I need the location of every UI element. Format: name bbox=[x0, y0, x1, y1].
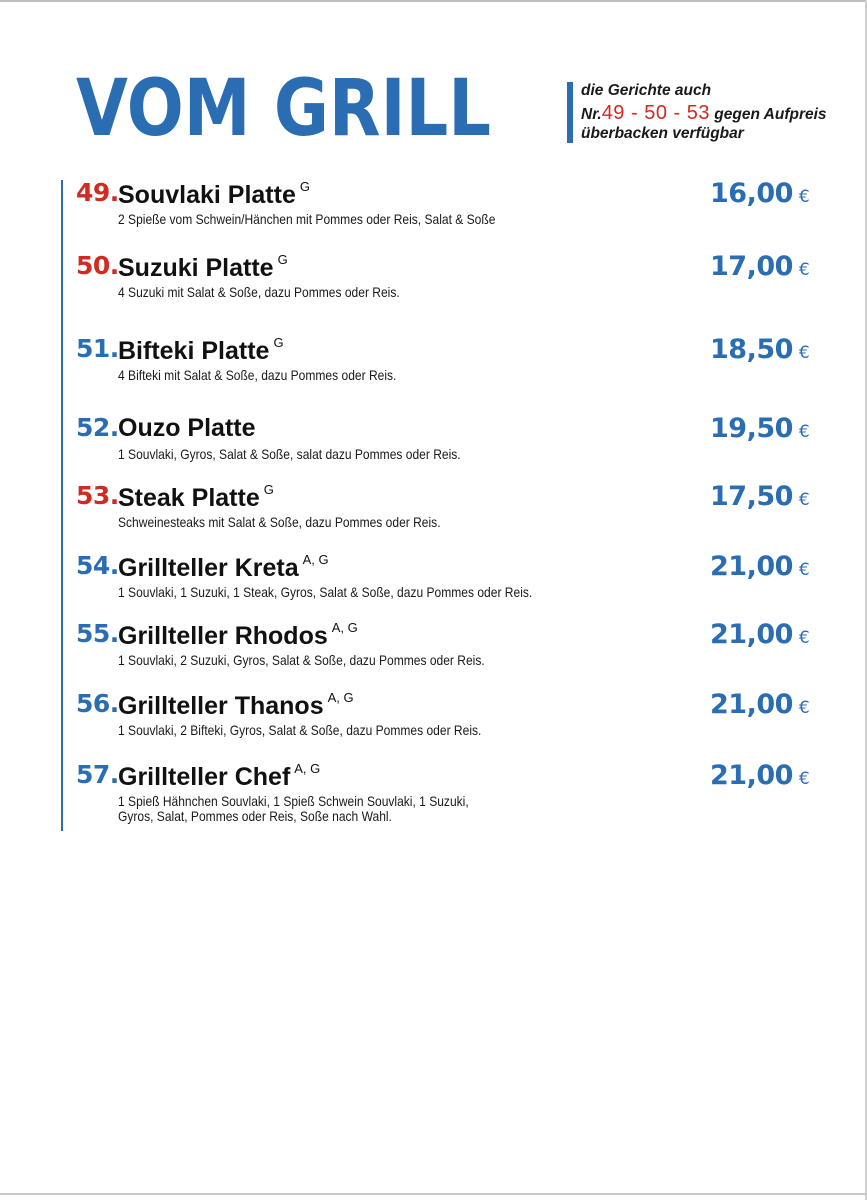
currency-symbol: € bbox=[798, 343, 810, 363]
menu-item bbox=[76, 551, 816, 598]
menu-item bbox=[76, 619, 816, 666]
currency-symbol: € bbox=[798, 560, 810, 580]
item-name: Suzuki Platte $^G$ bbox=[118, 252, 288, 282]
item-name: Ouzo Platte bbox=[118, 414, 256, 442]
item-price: 16,00 € bbox=[710, 178, 810, 209]
item-name: Grillteller Thanos $^{A, G}$ bbox=[118, 690, 354, 720]
currency-symbol: € bbox=[798, 187, 810, 207]
menu-item bbox=[76, 178, 816, 225]
item-description: 2 Spieße vom Schwein/Hänchen mit Pommes oder Reis, Salat & Soße bbox=[118, 211, 496, 227]
item-price: 17,00 € bbox=[710, 251, 810, 282]
currency-symbol: € bbox=[798, 490, 810, 510]
note-suffix: gegen Aufpreis bbox=[714, 105, 827, 123]
note-numbers: 49 - 50 - 53 bbox=[601, 101, 710, 124]
note-prefix: Nr. bbox=[581, 105, 602, 123]
item-number: 54. bbox=[76, 551, 119, 580]
currency-symbol: € bbox=[798, 260, 810, 280]
item-description: 1 Souvlaki, Gyros, Salat & Soße, salat dazu Pommes oder Reis. bbox=[118, 446, 461, 462]
item-number: 55. bbox=[76, 619, 119, 648]
menu-item bbox=[76, 760, 816, 822]
currency-symbol: € bbox=[798, 628, 810, 648]
item-description-line-1: 1 Spieß Hähnchen Souvlaki, 1 Spieß Schwein Souvlaki, 1 Suzuki, bbox=[118, 793, 469, 809]
menu-item bbox=[76, 413, 816, 460]
item-allergens: G bbox=[263, 482, 274, 497]
item-description: 1 Souvlaki, 2 Bifteki, Gyros, Salat & Soße, dazu Pommes oder Reis. bbox=[118, 722, 482, 738]
currency-symbol: € bbox=[798, 769, 810, 789]
item-price: 21,00 € bbox=[710, 760, 810, 791]
item-number: 53. bbox=[76, 481, 119, 510]
item-description bbox=[118, 794, 600, 824]
item-allergens: G bbox=[277, 252, 288, 267]
item-price: 18,50 € bbox=[710, 334, 810, 365]
menu-accent-bar bbox=[61, 180, 63, 831]
item-description: 4 Bifteki mit Salat & Soße, dazu Pommes oder Reis. bbox=[118, 367, 397, 383]
item-name: Steak Platte $^G$ bbox=[118, 482, 274, 512]
item-allergens: A, G bbox=[327, 690, 354, 705]
item-description-line-2: Gyros, Salat, Pommes oder Reis, Soße nach Wahl. bbox=[118, 808, 392, 824]
currency-symbol: € bbox=[798, 698, 810, 718]
item-number: 52. bbox=[76, 413, 119, 442]
item-name: Souvlaki Platte $^G$ bbox=[118, 179, 310, 209]
item-allergens: A, G bbox=[302, 552, 329, 567]
item-description: 4 Suzuki mit Salat & Soße, dazu Pommes oder Reis. bbox=[118, 284, 400, 300]
item-description: 1 Souvlaki, 2 Suzuki, Gyros, Salat & Soße, dazu Pommes oder Reis. bbox=[118, 652, 485, 668]
item-number: 57. bbox=[76, 760, 119, 789]
item-price: 21,00 € bbox=[710, 619, 810, 650]
item-allergens: G bbox=[299, 179, 310, 194]
page-title: VOM GRILL bbox=[76, 64, 492, 154]
page-border-top bbox=[0, 0, 867, 2]
item-price: 21,00 € bbox=[710, 551, 810, 582]
item-number: 56. bbox=[76, 689, 119, 718]
item-allergens: G bbox=[273, 335, 284, 350]
page-border-bottom bbox=[0, 1193, 867, 1195]
menu-item bbox=[76, 251, 816, 298]
item-price: 17,50 € bbox=[710, 481, 810, 512]
menu-item bbox=[76, 689, 816, 736]
item-name: Bifteki Platte $^G$ bbox=[118, 335, 284, 365]
item-allergens: A, G bbox=[331, 620, 358, 635]
item-number: 51. bbox=[76, 334, 119, 363]
note-line-1: die Gerichte auch bbox=[581, 82, 712, 99]
item-price: 19,50 € bbox=[710, 413, 810, 444]
item-description: Schweinesteaks mit Salat & Soße, dazu Pommes oder Reis. bbox=[118, 514, 441, 530]
currency-symbol: € bbox=[798, 422, 810, 442]
item-number: 50. bbox=[76, 251, 119, 280]
item-name: Grillteller Rhodos $^{A, G}$ bbox=[118, 620, 358, 650]
item-description: 1 Souvlaki, 1 Suzuki, 1 Steak, Gyros, Salat & Soße, dazu Pommes oder Reis. bbox=[118, 584, 533, 600]
item-name: Grillteller Chef $^{A, G}$ bbox=[118, 761, 321, 791]
menu-item bbox=[76, 481, 816, 528]
note-line-2 bbox=[581, 101, 841, 125]
note-line-3: überbacken verfügbar bbox=[581, 124, 744, 142]
surcharge-note bbox=[567, 82, 841, 143]
item-allergens: A, G bbox=[294, 761, 321, 776]
item-name: Grillteller Kreta $^{A, G}$ bbox=[118, 552, 329, 582]
item-number: 49. bbox=[76, 178, 119, 207]
menu-item bbox=[76, 334, 816, 381]
item-price: 21,00 € bbox=[710, 689, 810, 720]
